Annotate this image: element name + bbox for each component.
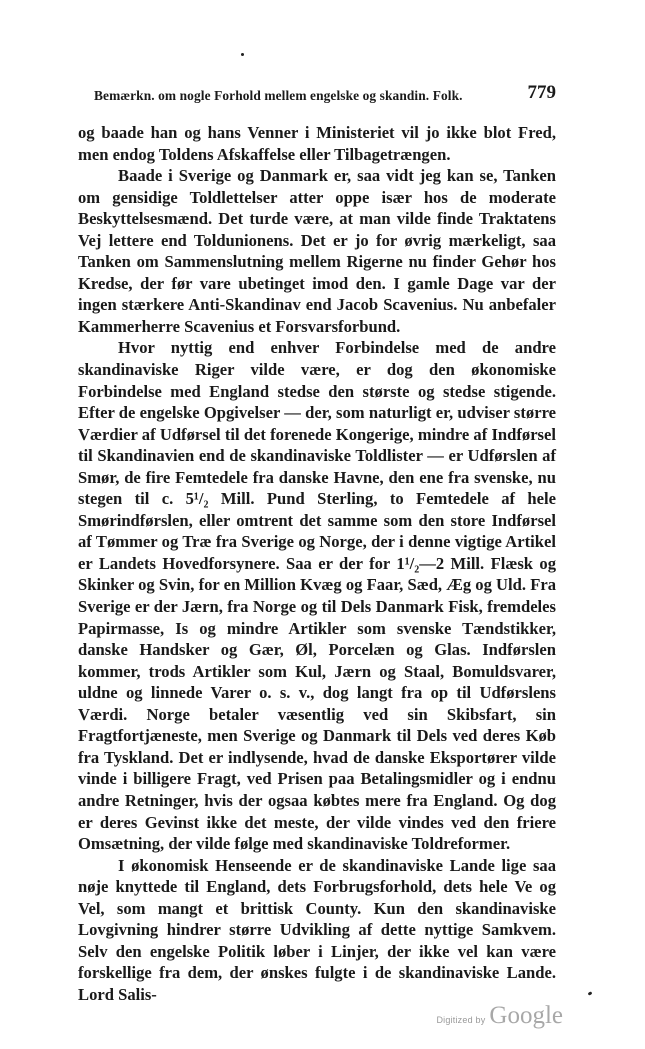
body-text	[78, 122, 556, 1005]
paragraph-toldlettelser: Baade i Sverige og Danmark er, saa vidt jeg kan se, Tanken om gensidige Toldlettelser atter oppe især hos de moderate Beskyttelsesmænd. Det turde være, at man vilde finde Traktatens Vej lettere end Toldunionens. Det er jo for øvrig mærkeligt, saa Tanken om Sammenslutning mellem Rigerne nu finder Gehør hos Kredse, der før vare ubetinget imod den. I gamle Dage var der ingen stærkere Anti-Skandinav end Jacob Scavenius. Nu anbefaler Kammerherre Scavenius et Forsvarsforbund.	[78, 166, 556, 336]
watermark-brand: Google	[489, 1002, 563, 1029]
running-head: Bemærkn. om nogle Forhold mellem engelske og skandin. Folk.	[94, 88, 463, 103]
paragraph-okonomisk-henseende: I økonomisk Henseende er de skandinaviske Lande lige saa nøje knyttede til England, dets Forbrugsforhold, dets hele Ve og Vel, som mangt et brittisk County. Kun den skandinaviske Lovgivning hindrer større Udvikling af dette nyttige Samkvem. Selv den engelske Politik løber i Linjer, der ikke vel kan være forskellige fra dem, der ønskes fulgte i de skandinaviske Lande. Lord Salis-	[78, 855, 556, 1004]
watermark-prefix: Digitized by	[436, 1015, 486, 1025]
page-header	[78, 80, 556, 110]
ink-speck-top	[241, 53, 244, 56]
page-number: 779	[527, 82, 556, 103]
paragraph-continuation: og baade han og hans Venner i Ministeriet vil jo ikke blot Fred, men endog Toldens Afskaffelse eller Tilbagetrængen.	[78, 123, 556, 164]
ink-speck-bottom	[588, 991, 593, 996]
paragraph-england-forbindelse: Hvor nyttig end enhver Forbindelse med de andre skandinaviske Riger vilde være, er dog den økonomiske Forbindelse med England stedse den største og stedse stigende. Efter de engelske Opgivelser — der, som naturligt er, udviser større Værdier af Udførsel til det forenede Kongerige, mindre af Indførsel til Skandinavien end de skandinaviske Toldlister — er Udførslen af Smør, de fire Femtedele fra danske Havne, den ene fra svenske, nu stegen til c. 5¹/₂ Mill. Pund Sterling, to Femtedele af hele Smørindførslen, eller omtrent det samme som den store Indførsel af Tømmer og Træ fra Sverige og Norge, der i denne vigtige Artikel er Landets Hovedforsynere. Saa er der for 1¹/₂—2 Mill. Flæsk og Skinker og Svin, for en Million Kvæg og Faar, Sæd, Æg og Uld. Fra Sverige er der Jærn, fra Norge og til Dels Danmark Fisk, fremdeles Papirmasse, Is og mindre Artikler som svenske Tændstikker, danske Handsker og Gær, Øl, Porcelæn og Glas. Indførslen kommer, trods Artikler som Kul, Jærn og Staal, Bomuldsvarer, uldne og linnede Varer o. s. v., dog langt fra op til Udførslens Værdi. Norge betaler væsentlig ved sin Skibsfart, sin Fragtfortjæneste, men Sverige og Danmark til Dels ved deres Køb fra Tyskland. Det er indlysende, hvad de danske Eksportører vilde vinde i billigere Fragt, ved Prisen paa Betalingsmidler og i endnu andre Retninger, hvis der ogsaa købtes mere fra England. Og dog er deres Gevinst ikke det meste, der vilde vindes ved den friere Omsætning, der vilde følge med skandinaviske Toldreformer.	[78, 338, 556, 854]
digitized-watermark	[436, 1002, 563, 1030]
